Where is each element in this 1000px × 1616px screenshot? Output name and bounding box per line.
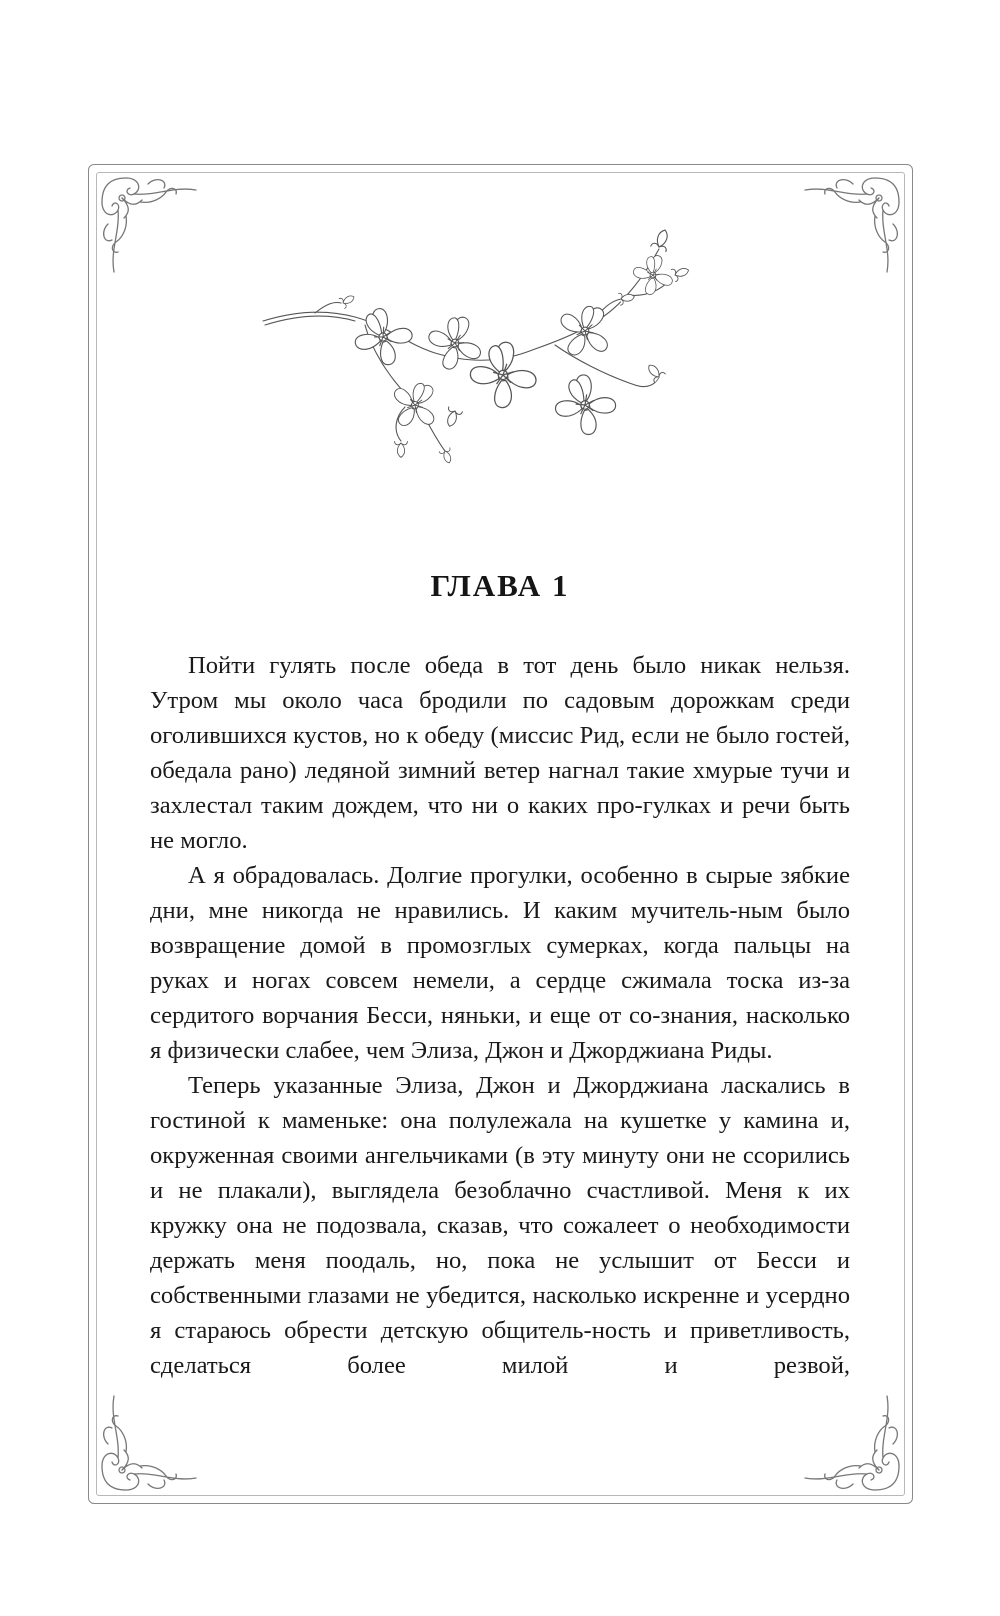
cherry-blossom-branch-illustration <box>255 225 705 465</box>
corner-ornament-top-left <box>96 172 226 302</box>
chapter-body <box>150 648 850 1383</box>
corner-ornament-bottom-right <box>775 1366 905 1496</box>
paragraph: Теперь указанные Элиза, Джон и Джорджиана ласкались в гостиной к маменьке: она полулежала на кушетке у камина и, окруженная своими ангельчиками (в эту минуту они не ссорились и не плакали), выглядела безоблачно счастливой. Меня к их кружку она не подозвала, сказав, что сожалеет о необходимости держать меня поодаль, но, пока не услышит от Бесси и собственными глазами не убедится, насколько искренне и усердно я стараюсь обрести детскую общитель-ность и приветливость, сделаться более милой и резвой, <box>150 1072 850 1379</box>
corner-ornament-top-right <box>775 172 905 302</box>
chapter-title: ГЛАВА 1 <box>430 568 570 603</box>
corner-ornament-bottom-left <box>96 1366 226 1496</box>
paragraph: А я обрадовалась. Долгие прогулки, особенно в сырые зябкие дни, мне никогда не нравились. И каким мучитель-ным было возвращение домой в промозглых сумерках, когда пальцы на руках и ногах совсем немели, а сердце сжимала тоска из-за сердитого ворчания Бесси, няньки, и еще от со-знания, насколько я физически слабее, чем Элиза, Джон и Джорджиана Риды. <box>150 862 850 1064</box>
paragraph: Пойти гулять после обеда в тот день было никак нельзя. Утром мы около часа бродили по садовым дорожкам среди оголившихся кустов, но к обеду (миссис Рид, если не было гостей, обедала рано) ледяной зимний ветер нагнал такие хмурые тучи и захлестал таким дождем, что ни о каких про-гулках и речи быть не могло. <box>150 652 850 854</box>
